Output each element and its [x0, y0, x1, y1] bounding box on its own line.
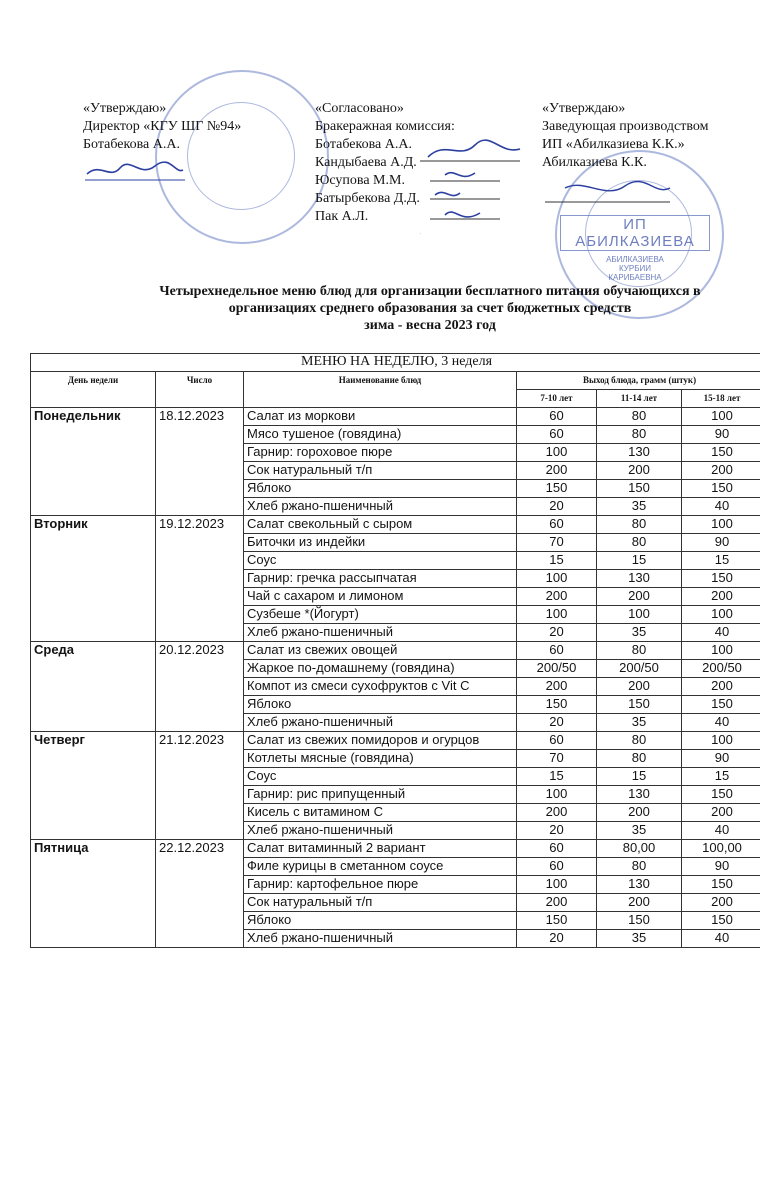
table-row: [31, 408, 760, 426]
portion-11-14-cell: 80: [597, 534, 682, 552]
portion-15-18-cell: 200: [682, 462, 760, 480]
header-output: Выход блюда, грамм (штук): [517, 372, 760, 390]
day-of-week-cell: Пятница: [31, 840, 156, 948]
portion-15-18-cell: 150: [682, 444, 760, 462]
dish-name-cell: Хлеб ржано-пшеничный: [244, 498, 517, 516]
approval-right-position: Заведующая производством: [542, 119, 709, 134]
day-of-week-cell: Вторник: [31, 516, 156, 642]
portion-11-14-cell: 130: [597, 876, 682, 894]
date-cell: 19.12.2023: [156, 516, 244, 642]
dish-name-cell: Соус: [244, 552, 517, 570]
portion-7-10-cell: 100: [517, 570, 597, 588]
portion-11-14-cell: 80: [597, 516, 682, 534]
portion-7-10-cell: 150: [517, 696, 597, 714]
portion-7-10-cell: 60: [517, 732, 597, 750]
date-cell: 21.12.2023: [156, 732, 244, 840]
table-caption: МЕНЮ НА НЕДЕЛЮ, 3 неделя: [31, 354, 760, 372]
portion-15-18-cell: 200: [682, 588, 760, 606]
portion-11-14-cell: 150: [597, 696, 682, 714]
portion-15-18-cell: 90: [682, 534, 760, 552]
portion-15-18-cell: 40: [682, 624, 760, 642]
portion-7-10-cell: 60: [517, 426, 597, 444]
dish-name-cell: Салат свекольный с сыром: [244, 516, 517, 534]
portion-7-10-cell: 200/50: [517, 660, 597, 678]
table-row: [31, 516, 760, 534]
portion-11-14-cell: 15: [597, 768, 682, 786]
approval-right-name: Абилказиева К.К.: [542, 155, 647, 170]
school-seal: [155, 70, 329, 244]
portion-11-14-cell: 130: [597, 444, 682, 462]
portion-7-10-cell: 100: [517, 786, 597, 804]
table-row: [31, 642, 760, 660]
portion-15-18-cell: 200/50: [682, 660, 760, 678]
signature-right: [545, 178, 675, 210]
portion-15-18-cell: 15: [682, 768, 760, 786]
portion-11-14-cell: 200: [597, 678, 682, 696]
dish-name-cell: Гарнир: гречка рассыпчатая: [244, 570, 517, 588]
portion-11-14-cell: 100: [597, 606, 682, 624]
dish-name-cell: Компот из смеси сухофруктов с Vit C: [244, 678, 517, 696]
menu-body: [31, 408, 760, 948]
commission-member: Кандыбаева А.Д.: [315, 155, 417, 170]
portion-15-18-cell: 40: [682, 714, 760, 732]
approval-left-heading: «Утверждаю»: [83, 101, 167, 116]
portion-7-10-cell: 100: [517, 444, 597, 462]
title-line-2: организациях среднего образования за счет бюджетных средств: [228, 301, 632, 316]
portion-15-18-cell: 200: [682, 804, 760, 822]
dish-name-cell: Салат витаминный 2 вариант: [244, 840, 517, 858]
dish-name-cell: Кисель с витамином С: [244, 804, 517, 822]
portion-11-14-cell: 200: [597, 804, 682, 822]
dish-name-cell: Хлеб ржано-пшеничный: [244, 930, 517, 948]
portion-11-14-cell: 15: [597, 552, 682, 570]
portion-11-14-cell: 130: [597, 570, 682, 588]
commission-member: Юсупова М.М.: [315, 173, 405, 188]
dish-name-cell: Яблоко: [244, 696, 517, 714]
portion-11-14-cell: 80,00: [597, 840, 682, 858]
portion-7-10-cell: 60: [517, 516, 597, 534]
portion-11-14-cell: 80: [597, 750, 682, 768]
portion-15-18-cell: 15: [682, 552, 760, 570]
portion-7-10-cell: 150: [517, 480, 597, 498]
dish-name-cell: Салат из свежих помидоров и огурцов: [244, 732, 517, 750]
dish-name-cell: Жаркое по-домашнему (говядина): [244, 660, 517, 678]
portion-11-14-cell: 200: [597, 462, 682, 480]
signatures-commission: [420, 135, 530, 249]
portion-7-10-cell: 150: [517, 912, 597, 930]
header-age-15-18: 15-18 лет: [682, 390, 760, 408]
header-day: День недели: [31, 372, 156, 408]
approval-left-position: Директор «КГУ ШГ №94»: [83, 119, 242, 134]
portion-15-18-cell: 40: [682, 930, 760, 948]
portion-11-14-cell: 80: [597, 732, 682, 750]
dish-name-cell: Хлеб ржано-пшеничный: [244, 822, 517, 840]
portion-7-10-cell: 20: [517, 498, 597, 516]
portion-7-10-cell: 200: [517, 588, 597, 606]
dish-name-cell: Мясо тушеное (говядина): [244, 426, 517, 444]
portion-7-10-cell: 15: [517, 552, 597, 570]
portion-11-14-cell: 35: [597, 624, 682, 642]
portion-15-18-cell: 100: [682, 408, 760, 426]
approval-right-org: ИП «Абилказиева К.К.»: [542, 137, 685, 152]
date-cell: 22.12.2023: [156, 840, 244, 948]
dish-name-cell: Сок натуральный т/п: [244, 894, 517, 912]
dish-name-cell: Салат из свежих овощей: [244, 642, 517, 660]
day-of-week-cell: Четверг: [31, 732, 156, 840]
portion-7-10-cell: 70: [517, 750, 597, 768]
portion-11-14-cell: 200: [597, 588, 682, 606]
dish-name-cell: Яблоко: [244, 480, 517, 498]
portion-15-18-cell: 100: [682, 642, 760, 660]
portion-15-18-cell: 150: [682, 696, 760, 714]
dish-name-cell: Гарнир: гороховое пюре: [244, 444, 517, 462]
approval-left: [83, 100, 241, 154]
header-dish: Наименование блюд: [244, 372, 517, 408]
portion-7-10-cell: 200: [517, 894, 597, 912]
portion-11-14-cell: 35: [597, 822, 682, 840]
portion-7-10-cell: 200: [517, 462, 597, 480]
portion-15-18-cell: 150: [682, 480, 760, 498]
portion-11-14-cell: 35: [597, 714, 682, 732]
portion-11-14-cell: 200: [597, 894, 682, 912]
commission-title: Бракеражная комиссия:: [315, 119, 455, 134]
portion-7-10-cell: 20: [517, 714, 597, 732]
portion-7-10-cell: 20: [517, 822, 597, 840]
portion-7-10-cell: 60: [517, 840, 597, 858]
dish-name-cell: Биточки из индейки: [244, 534, 517, 552]
commission-member: Ботабекова А.А.: [315, 137, 412, 152]
document-title: [120, 283, 740, 334]
menu-table: [30, 353, 760, 948]
commission-member: Пак А.Л.: [315, 209, 369, 224]
portion-7-10-cell: 60: [517, 408, 597, 426]
date-cell: 18.12.2023: [156, 408, 244, 516]
portion-7-10-cell: 200: [517, 678, 597, 696]
portion-7-10-cell: 60: [517, 858, 597, 876]
portion-15-18-cell: 100: [682, 732, 760, 750]
dish-name-cell: Гарнир: картофельное пюре: [244, 876, 517, 894]
dish-name-cell: Котлеты мясные (говядина): [244, 750, 517, 768]
portion-7-10-cell: 100: [517, 606, 597, 624]
approval-right: [542, 100, 709, 172]
table-row: [31, 732, 760, 750]
title-line-1: Четырехнедельное меню блюд для организации бесплатного питания обучающихся в: [159, 284, 701, 299]
portion-7-10-cell: 20: [517, 930, 597, 948]
portion-11-14-cell: 80: [597, 642, 682, 660]
portion-15-18-cell: 40: [682, 498, 760, 516]
portion-7-10-cell: 15: [517, 768, 597, 786]
portion-15-18-cell: 150: [682, 786, 760, 804]
commission-member: Батырбекова Д.Д.: [315, 191, 420, 206]
dish-name-cell: Гарнир: рис припущенный: [244, 786, 517, 804]
portion-7-10-cell: 100: [517, 876, 597, 894]
table-row: [31, 840, 760, 858]
portion-15-18-cell: 100: [682, 606, 760, 624]
portion-15-18-cell: 200: [682, 678, 760, 696]
dish-name-cell: Салат из моркови: [244, 408, 517, 426]
date-cell: 20.12.2023: [156, 642, 244, 732]
dish-name-cell: Яблоко: [244, 912, 517, 930]
portion-15-18-cell: 40: [682, 822, 760, 840]
portion-7-10-cell: 200: [517, 804, 597, 822]
day-of-week-cell: Среда: [31, 642, 156, 732]
day-of-week-cell: Понедельник: [31, 408, 156, 516]
dish-name-cell: Сок натуральный т/п: [244, 462, 517, 480]
portion-11-14-cell: 80: [597, 858, 682, 876]
portion-11-14-cell: 80: [597, 408, 682, 426]
dish-name-cell: Сузбеше *(Йогурт): [244, 606, 517, 624]
portion-7-10-cell: 20: [517, 624, 597, 642]
portion-15-18-cell: 150: [682, 876, 760, 894]
ip-seal-text: ИП АБИЛКАЗИЕВА АБИЛКАЗИЕВА КУРБИИ КАРИБАЕВНА: [560, 215, 710, 282]
portion-15-18-cell: 150: [682, 912, 760, 930]
portion-11-14-cell: 130: [597, 786, 682, 804]
header-age-11-14: 11-14 лет: [597, 390, 682, 408]
portion-11-14-cell: 150: [597, 912, 682, 930]
dish-name-cell: Филе курицы в сметанном соусе: [244, 858, 517, 876]
portion-15-18-cell: 150: [682, 570, 760, 588]
portion-11-14-cell: 35: [597, 498, 682, 516]
dish-name-cell: Чай с сахаром и лимоном: [244, 588, 517, 606]
portion-11-14-cell: 35: [597, 930, 682, 948]
portion-15-18-cell: 90: [682, 750, 760, 768]
portion-11-14-cell: 80: [597, 426, 682, 444]
dish-name-cell: Хлеб ржано-пшеничный: [244, 714, 517, 732]
portion-15-18-cell: 90: [682, 858, 760, 876]
portion-15-18-cell: 100: [682, 516, 760, 534]
header-date: Число: [156, 372, 244, 408]
portion-15-18-cell: 200: [682, 894, 760, 912]
approval-left-name: Ботабекова А.А.: [83, 137, 180, 152]
header-age-7-10: 7-10 лет: [517, 390, 597, 408]
portion-15-18-cell: 100,00: [682, 840, 760, 858]
portion-7-10-cell: 60: [517, 642, 597, 660]
approval-right-heading: «Утверждаю»: [542, 101, 626, 116]
title-line-3: зима - весна 2023 год: [364, 318, 496, 333]
portion-15-18-cell: 90: [682, 426, 760, 444]
dish-name-cell: Соус: [244, 768, 517, 786]
portion-11-14-cell: 150: [597, 480, 682, 498]
portion-7-10-cell: 70: [517, 534, 597, 552]
agreement-heading: «Согласовано»: [315, 101, 404, 116]
signature-left: [85, 160, 185, 186]
portion-11-14-cell: 200/50: [597, 660, 682, 678]
dish-name-cell: Хлеб ржано-пшеничный: [244, 624, 517, 642]
